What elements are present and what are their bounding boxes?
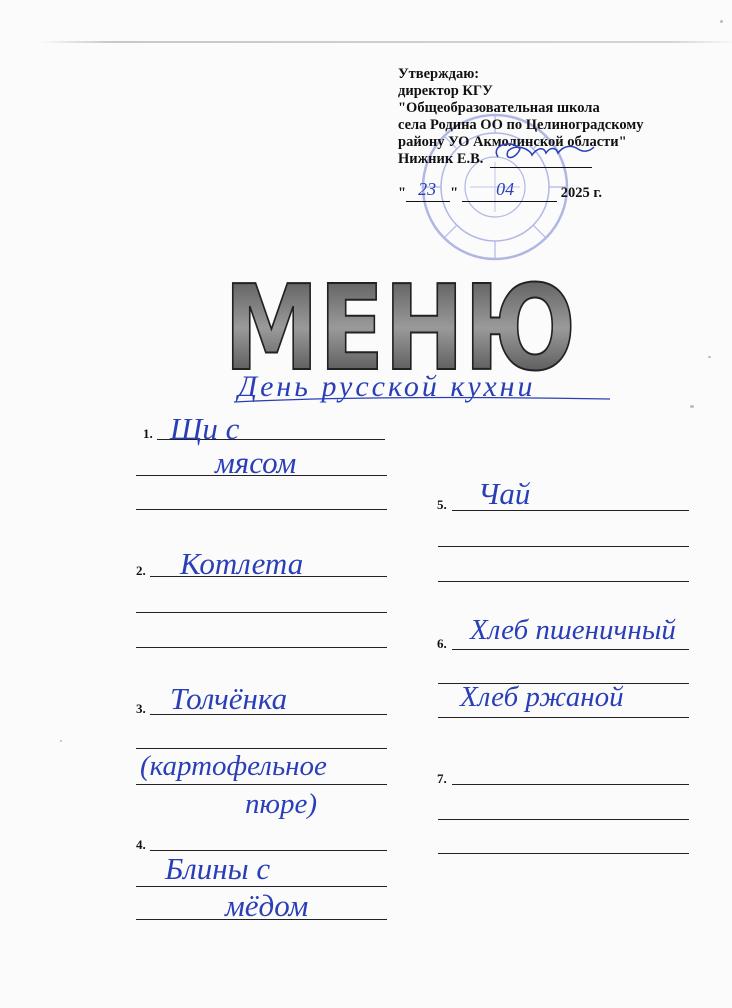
menu-line <box>136 732 387 749</box>
item-number: 3. <box>136 701 146 716</box>
menu-item-6-cont: Хлеб ржаной <box>460 681 624 713</box>
item-number: 4. <box>136 837 146 852</box>
menu-line <box>452 768 689 785</box>
signature-row <box>398 151 718 168</box>
month-blank <box>462 179 557 202</box>
item-number: 1. <box>143 426 153 441</box>
director-name: Нижник Е.В. <box>398 151 484 167</box>
signature-line <box>490 153 592 168</box>
item-number: 7. <box>437 771 447 786</box>
item-number: 6. <box>437 636 447 651</box>
menu-line <box>438 701 689 718</box>
menu-item-3-cont: (картофельное <box>140 750 327 782</box>
menu-line <box>136 903 387 920</box>
approval-line: Утверждаю: <box>398 66 480 82</box>
menu-item-4-cont: мёдом <box>225 888 309 923</box>
approval-date: " 23 " 04 2025 г. <box>398 179 602 201</box>
menu-item-3: Толчёнка <box>170 681 288 716</box>
menu-line <box>438 837 689 854</box>
menu-line <box>136 870 387 887</box>
menu-subtitle: День русской кухни <box>238 370 536 403</box>
menu-title-text: МЕНЮ <box>224 272 576 382</box>
menu-item-6: Хлеб пшеничный <box>470 614 676 646</box>
menu-line <box>136 631 387 648</box>
menu-line <box>136 768 387 785</box>
menu-line <box>136 596 387 613</box>
menu-item-1: Щи с <box>170 411 240 446</box>
scan-speck <box>708 356 711 358</box>
item-number: 2. <box>136 563 146 578</box>
approval-line: "Общеобразовательная школа <box>398 100 600 116</box>
approval-line: директор КГУ <box>398 83 493 99</box>
month-value: 04 <box>496 179 515 199</box>
scan-speck <box>690 405 694 408</box>
menu-line <box>136 493 387 510</box>
menu-item-2: Котлета <box>180 546 304 581</box>
approval-line: села Родина ОО по Целиноградскому <box>398 117 644 133</box>
menu-item-1-cont: мясом <box>215 445 297 480</box>
menu-line <box>438 530 689 547</box>
scan-edge <box>40 41 732 43</box>
scan-speck <box>720 20 723 23</box>
item-number: 5. <box>437 497 447 512</box>
subtitle-underline <box>232 393 612 407</box>
scan-speck <box>60 740 62 742</box>
signature <box>486 135 596 169</box>
approval-line: району УО Акмолинской области" <box>398 134 627 150</box>
menu-item-3-cont: пюре) <box>245 788 317 820</box>
menu-title <box>220 272 580 382</box>
menu-item-5: Чай <box>478 476 531 511</box>
menu-line <box>438 803 689 820</box>
menu-line <box>150 834 387 851</box>
menu-line <box>438 565 689 582</box>
day-blank <box>406 179 450 202</box>
year: 2025 г. <box>560 185 602 201</box>
approval-block <box>398 66 718 202</box>
menu-item-4: Блины с <box>165 851 271 886</box>
day-value: 23 <box>418 179 437 199</box>
